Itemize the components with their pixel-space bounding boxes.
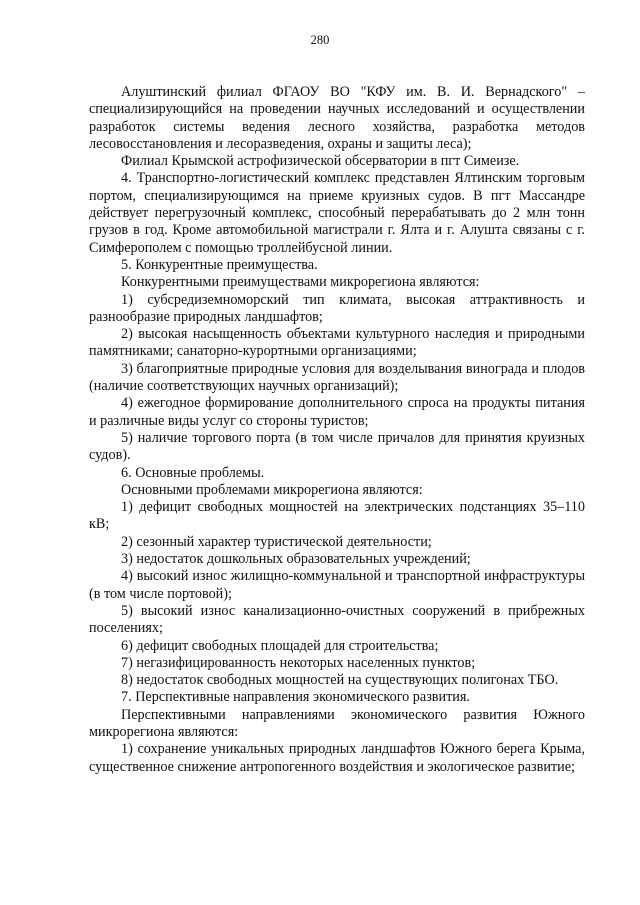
section-heading: 5. Конкурентные преимущества. xyxy=(121,256,318,273)
list-item: 4) высокий износ жилищно-коммунальной и транспортной инфраструктуры (в том числе портовой); xyxy=(89,568,585,602)
paragraph: Конкурентными преимуществами микрорегиона являются: xyxy=(121,274,480,291)
list-item: 1) субсредиземноморский тип климата, высокая аттрактивность и разнообразие природных ландшафтов; xyxy=(89,291,585,325)
list-item: 3) недостаток дошкольных образовательных учреждений; xyxy=(121,551,471,568)
section-heading: 7. Перспективные направления экономического развития. xyxy=(121,689,470,706)
list-item: 3) благоприятные природные условия для возделывания винограда и плодов (наличие соответствующих научных организаций); xyxy=(89,360,585,395)
paragraph: Алуштинский филиал ФГАОУ ВО "КФУ им. В. И. Вернадского" – специализирующийся на проведении научных исследований и осуществлении разработок системы ведения лесного хозяйства, разработка методов лесовосстановления и лесоразведения, охраны и защиты леса); xyxy=(89,84,585,152)
paragraph: 4. Транспортно-логистический комплекс представлен Ялтинским торговым портом, специализирующимся на приеме круизных судов. В пгт Массандре действует перегрузочный комплекс, способный перерабатывать до 2 млн тонн грузов в год. Кроме автомобильной магистрали г. Ялта и г. Алушта связаны с г. Симферополем с помощью троллейбусной линии. xyxy=(89,170,585,256)
paragraph: Филиал Крымской астрофизической обсерватории в пгт Симеизе. xyxy=(121,153,520,170)
list-item: 8) недостаток свободных мощностей на существующих полигонах ТБО. xyxy=(121,672,559,689)
section-heading: 6. Основные проблемы. xyxy=(121,464,265,481)
list-item: 6) дефицит свободных площадей для строительства; xyxy=(121,637,439,654)
list-item: 4) ежегодное формирование дополнительного спроса на продукты питания и различные виды услуг со стороны туристов; xyxy=(89,395,585,429)
list-item: 5) высокий износ канализационно-очистных сооружений в прибрежных поселениях; xyxy=(89,602,585,637)
list-item: 2) сезонный характер туристической деятельности; xyxy=(121,533,432,550)
list-item: 2) высокая насыщенность объектами культурного наследия и природными памятниками; санаторно-курортными организациями; xyxy=(89,326,585,360)
list-item: 7) негазифицированность некоторых населенных пунктов; xyxy=(121,654,476,671)
list-item: 5) наличие торгового порта (в том числе причалов для принятия круизных судов). xyxy=(89,429,585,464)
paragraph: Основными проблемами микрорегиона являются: xyxy=(121,481,423,498)
document-body xyxy=(89,84,585,776)
paragraph: Перспективными направлениями экономического развития Южного микрорегиона являются: xyxy=(89,706,585,740)
page-number: 280 xyxy=(310,33,330,47)
list-item: 1) дефицит свободных мощностей на электрических подстанциях 35–110 кВ; xyxy=(89,499,585,533)
list-item: 1) сохранение уникальных природных ландшафтов Южного берега Крыма, существенное снижение антропогенного воздействия и экологическое развитие; xyxy=(89,741,585,775)
